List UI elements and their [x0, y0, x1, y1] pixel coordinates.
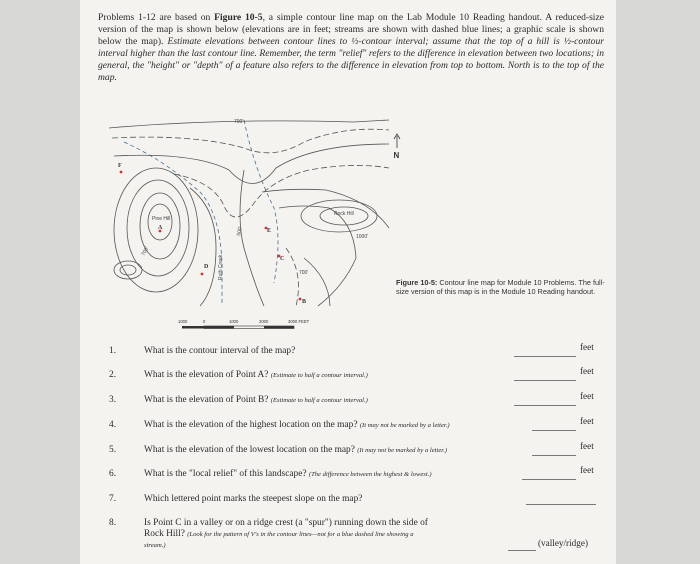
figure-reference: Figure 10-5: [214, 12, 263, 23]
figure-caption: Figure 10-5: Contour line map for Module 10 Problems. The full-size version of this map is in the Module 10 Reading handout.: [396, 278, 605, 296]
graphic-scale: [178, 319, 310, 329]
label-rock-hill: Rock Hill: [334, 211, 354, 217]
label-700-top: 700': [234, 119, 244, 125]
scale-label: 0: [203, 319, 206, 324]
point-label: E: [267, 228, 272, 234]
scale-label: 1000: [178, 319, 188, 324]
point-label: B: [302, 299, 307, 305]
label-700-mid: 700': [299, 270, 309, 276]
contour-line: [262, 189, 389, 228]
scale-label: 1000: [229, 319, 239, 324]
answer-field[interactable]: [532, 455, 576, 456]
north-arrow: [394, 134, 401, 160]
pine-hill-contour: [114, 168, 198, 292]
label-pine-hill: Pine Hill: [152, 216, 171, 222]
label-ruth-creek: Ruth Creek: [218, 254, 224, 280]
north-label: N: [393, 151, 400, 160]
point-label: C: [280, 256, 285, 262]
label-1000: 1000': [356, 234, 369, 240]
contour-line: [240, 170, 264, 306]
contour-line: [190, 188, 216, 306]
stream-main: [124, 142, 222, 304]
point-label: A: [158, 225, 163, 231]
depression-contour: [120, 265, 136, 275]
contour-map: [104, 108, 404, 338]
answer-field[interactable]: [514, 356, 576, 357]
label-500: 500': [236, 226, 244, 237]
contour-line: [286, 248, 298, 306]
answer-field[interactable]: [532, 430, 576, 431]
contour-line: [174, 165, 389, 217]
answer-field[interactable]: [522, 479, 576, 480]
answer-field[interactable]: [514, 405, 576, 406]
answer-field[interactable]: [508, 550, 536, 551]
pine-hill-contour: [148, 204, 172, 240]
contour-line: [112, 129, 389, 153]
answer-field[interactable]: [514, 380, 576, 381]
point-label: D: [204, 264, 209, 270]
label-700-left: 700': [140, 245, 151, 257]
answer-field[interactable]: [526, 504, 596, 505]
scale-label: 3000 FEET: [288, 319, 310, 324]
scale-label: 2000: [259, 319, 269, 324]
intro-paragraph: Problems 1-12 are based on Figure 10-5, a simple contour line map on the Lab Module 10 Reading handout. A reduced-size version of the map is shown below (elevations are in feet; streams are shown with dashed blue lines; a graphic scale is shown below the map). Estimate elevations between contour lines to ½-contour interval; assume that the top of a hill is ½-contour interval higher than the last contour line. Remember, the term "relief" refers to the difference in elevation between two locations; in general, the "height" or "depth" of a feature also refers to the difference in elevation from top to bottom. North is to the top of the map.: [98, 12, 604, 83]
point-label: F: [118, 163, 122, 169]
stream-east: [244, 120, 278, 283]
contour-line: [109, 120, 389, 128]
